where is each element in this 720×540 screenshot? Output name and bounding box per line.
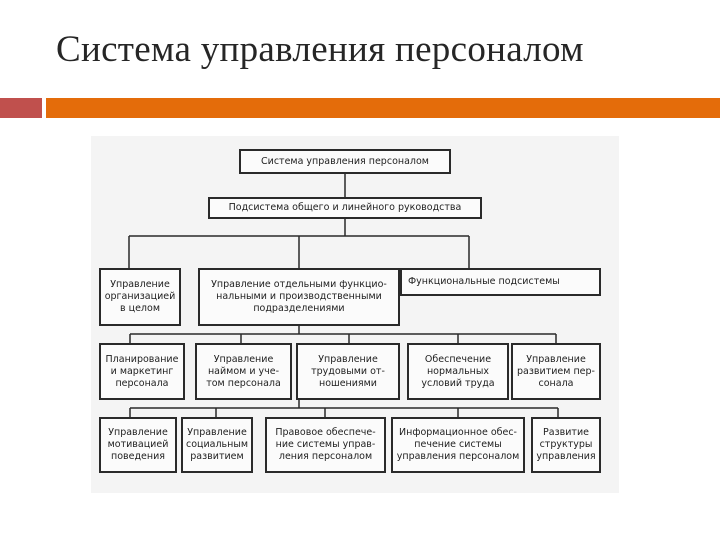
- org-management-box: Управление организацией в целом: [99, 268, 181, 326]
- accent-bar-left: [0, 98, 42, 118]
- org-chart-diagram: [91, 136, 619, 493]
- accent-bar-right: [46, 98, 720, 118]
- planning-marketing-box: Планирование и маркетинг персонала: [99, 343, 185, 400]
- functional-subsystems-box: Функциональные подсистемы: [400, 268, 601, 296]
- working-conditions-box: Обеспечение нормальных условий труда: [407, 343, 509, 400]
- slide-title: Система управления персоналом: [56, 29, 584, 70]
- subsystem-box: Подсистема общего и линейного руководства: [208, 197, 482, 219]
- structure-development-box: Развитие структуры управления: [531, 417, 601, 473]
- legal-support-box: Правовое обеспече- ние системы управ- ления персоналом: [265, 417, 386, 473]
- labor-relations-box: Управление трудовыми от- ношениями: [296, 343, 400, 400]
- hiring-accounting-box: Управление наймом и уче- том персонала: [195, 343, 292, 400]
- root-box: Система управления персоналом: [239, 149, 451, 174]
- information-support-box: Информационное обес- печение системы управления персоналом: [391, 417, 525, 473]
- department-management-box: Управление отдельными функцио- нальными и производственными подразделениями: [198, 268, 400, 326]
- social-development-box: Управление социальным развитием: [181, 417, 253, 473]
- staff-development-box: Управление развитием пер- сонала: [511, 343, 601, 400]
- motivation-box: Управление мотивацией поведения: [99, 417, 177, 473]
